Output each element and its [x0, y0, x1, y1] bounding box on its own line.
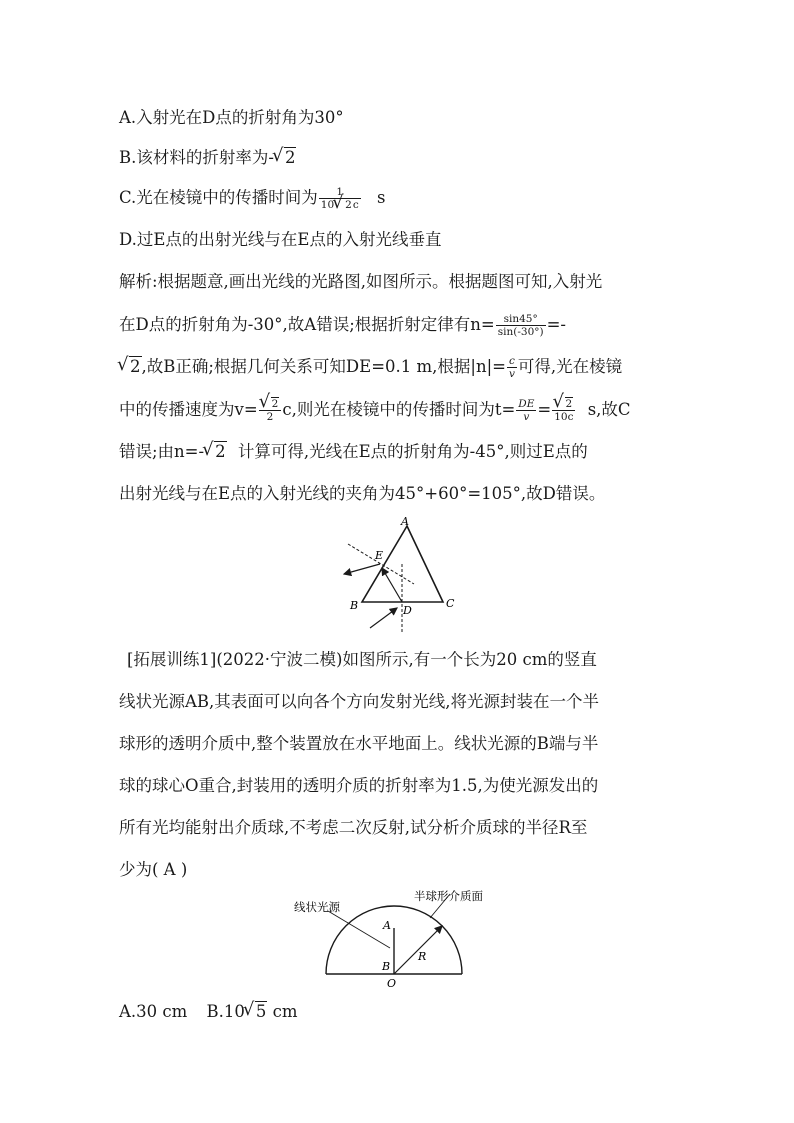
label-b: B [350, 599, 359, 612]
fraction-numerator [552, 398, 575, 411]
extension-line-1: [拓展训练1](2022·宁波二模)如图所示,有一个长为20 cm的竖直 [127, 650, 597, 669]
radicand: 2 [271, 398, 279, 410]
refracted-ray [382, 568, 402, 602]
label-a: A [401, 515, 409, 528]
option-c [119, 186, 385, 211]
extension-line-5: 所有光均能射出介质球,不考虑二次反射,试分析介质球的半径R至 [119, 818, 588, 837]
label-c: C [446, 597, 455, 610]
text: 错误;由n=- [119, 442, 205, 461]
fraction [259, 398, 282, 423]
hemisphere-figure [290, 884, 500, 990]
extension-line-2: 线状光源AB,其表面可以向各个方向发射光线,将光源封装在一个半 [119, 692, 600, 711]
fraction [516, 398, 536, 423]
fraction-denominator [319, 199, 361, 211]
text: = [537, 400, 552, 419]
text: 可得,光在棱镜 [517, 357, 623, 376]
option-a: A.30 cm [119, 1002, 188, 1021]
text: s,故C [587, 400, 631, 419]
label-o: O [387, 977, 397, 990]
fraction [507, 355, 517, 380]
text: 计算可得,光线在E点的折射角为-45°,则过E点的 [237, 442, 588, 461]
fraction [552, 398, 575, 423]
fraction-numerator: sin45° [496, 313, 546, 326]
analysis-line-5 [119, 440, 588, 464]
fraction [496, 313, 546, 338]
fraction [319, 186, 361, 211]
fraction-denominator: v [508, 368, 515, 380]
label-r: R [418, 950, 427, 963]
radicand: 2 [284, 148, 296, 167]
answer-options [119, 1000, 298, 1024]
leader-source [328, 911, 390, 948]
label-hemisphere-surface: 半球形介质面 [414, 889, 483, 903]
extension-line-3: 球形的透明介质中,整个装置放在水平地面上。线状光源的B端与半 [119, 734, 599, 753]
option-a: A.入射光在D点的折射角为30° [119, 108, 344, 127]
radicand: 2 [215, 442, 226, 461]
label-e: E [375, 549, 384, 562]
extension-line-6: 少为( A ) [119, 860, 188, 879]
unit: s [377, 188, 386, 207]
radicand: 2 [565, 398, 573, 410]
sqrt-symbol [334, 199, 353, 211]
analysis-line-2 [119, 313, 566, 338]
option-b-text: B.10 [206, 1002, 245, 1021]
option-b [119, 146, 296, 170]
text: 中的传播速度为v= [119, 400, 258, 419]
den-var: c [352, 199, 359, 211]
sqrt-symbol [245, 1000, 268, 1024]
label-d: D [403, 604, 412, 617]
analysis-line-6: 出射光线与在E点的入射光线的夹角为45°+60°=105°,故D错误。 [119, 484, 606, 503]
option-b [207, 1002, 298, 1021]
fraction-numerator: c [507, 355, 517, 368]
analysis-line-3 [119, 355, 622, 380]
label-b: B [382, 960, 391, 973]
analysis-line-1: 解析:根据题意,画出光线的光路图,如图所示。根据题图可知,入射光 [119, 272, 603, 291]
fraction-denominator: 2 [266, 411, 274, 423]
fraction-numerator [259, 398, 282, 411]
text: =- [546, 315, 567, 334]
exit-ray [344, 564, 380, 574]
sqrt-symbol [555, 398, 574, 410]
radicand: 5 [255, 1002, 267, 1021]
radicand: 2 [130, 357, 141, 376]
fraction-denominator: 10c [554, 411, 574, 423]
sqrt-symbol [261, 398, 280, 410]
fraction-numerator: 1 [319, 186, 361, 199]
text: 在D点的折射角为-30°,故A错误;根据折射定律有n= [119, 315, 495, 334]
option-c-text: C.光在棱镜中的传播时间为 [119, 188, 318, 207]
fraction-denominator: v [523, 411, 530, 423]
extension-line-4: 球的球心O重合,封装用的透明介质的折射率为1.5,为使光源发出的 [119, 776, 599, 795]
incident-ray [370, 608, 397, 628]
analysis-line-4 [119, 398, 631, 423]
label-a: A [383, 919, 391, 932]
text: ,故B正确;根据几何关系可知DE=0.1 m,根据|n|= [141, 357, 506, 376]
sqrt-symbol [119, 355, 142, 379]
unit: cm [267, 1002, 298, 1021]
radicand: 2 [345, 199, 352, 211]
sqrt-symbol [274, 146, 297, 170]
prism-figure [330, 512, 470, 636]
option-d: D.过E点的出射光线与在E点的入射光线垂直 [119, 230, 442, 249]
label-line-source: 线状光源 [294, 900, 340, 914]
den-coef: 10 [320, 199, 335, 211]
fraction-numerator: DE [518, 398, 535, 410]
option-b-text: B.该材料的折射率为- [119, 148, 274, 167]
text: c,则光在棱镜中的传播时间为t= [282, 400, 516, 419]
fraction-denominator: sin(-30°) [497, 326, 544, 338]
sqrt-symbol [204, 440, 227, 464]
